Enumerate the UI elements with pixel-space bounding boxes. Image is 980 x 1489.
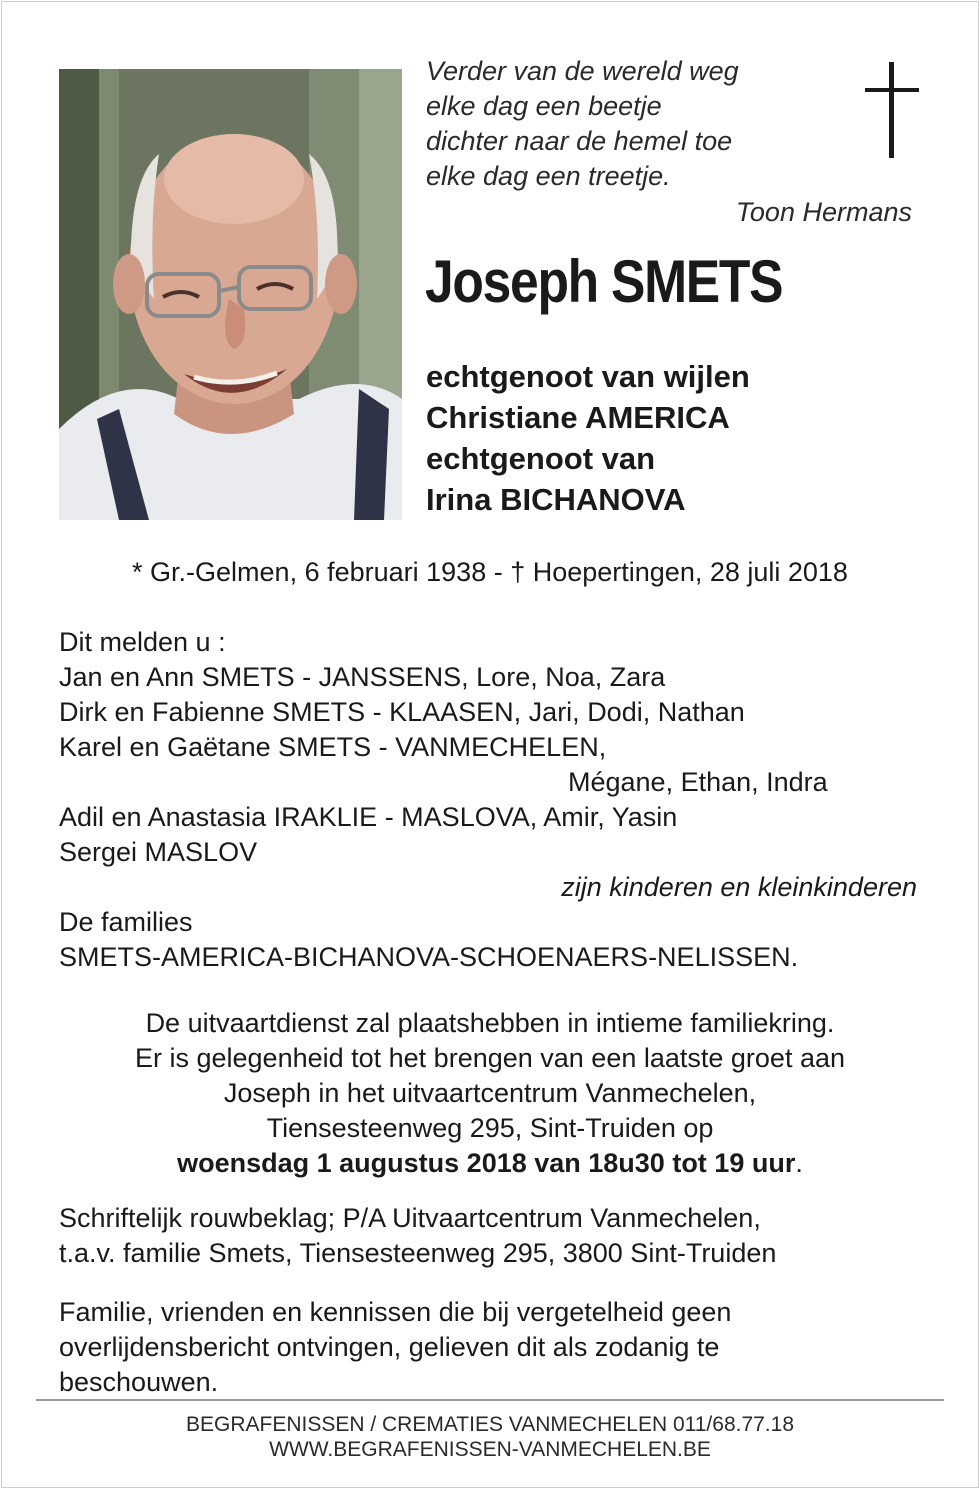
families-names: SMETS-AMERICA-BICHANOVA-SCHOENAERS-NELISSEN. xyxy=(59,942,799,972)
family-line: Jan en Ann SMETS - JANSSENS, Lore, Noa, Zara xyxy=(59,662,666,692)
portrait-illustration xyxy=(59,69,402,520)
footer-company: BEGRAFENISSEN / CREMATIES VANMECHELEN 011/68.77.18 xyxy=(185,1413,795,1436)
service-datetime-text: woensdag 1 augustus 2018 van 18u30 tot 19 uur xyxy=(177,1148,796,1178)
condolence-line: t.a.v. familie Smets, Tiensesteenweg 295, 3800 Sint-Truiden xyxy=(59,1238,777,1268)
family-line: Karel en Gaëtane SMETS - VANMECHELEN, xyxy=(59,732,607,762)
relation-line: Christiane AMERICA xyxy=(426,400,730,435)
service-datetime xyxy=(0,1146,980,1181)
relations-block xyxy=(426,356,750,520)
relation-line: echtgenoot van wijlen xyxy=(426,359,750,394)
notice-line: overlijdensbericht ontvingen, gelieven dit als zodanig te xyxy=(59,1332,720,1362)
families-label: De families xyxy=(59,907,193,937)
cross-icon xyxy=(862,62,922,158)
footer xyxy=(0,1412,980,1462)
poem-line: Verder van de wereld weg xyxy=(426,56,739,86)
announcement-block xyxy=(59,625,929,975)
poem-line: elke dag een treetje. xyxy=(426,161,671,191)
poem-line: dichter naar de hemel toe xyxy=(426,126,733,156)
memorial-poem xyxy=(426,54,826,194)
footer-website[interactable]: WWW.BEGRAFENISSEN-VANMECHELEN.BE xyxy=(269,1438,711,1461)
footer-divider xyxy=(36,1399,944,1401)
birth-death-dates: * Gr.-Gelmen, 6 februari 1938 - † Hoepertingen, 28 juli 2018 xyxy=(132,557,848,587)
service-line: De uitvaartdienst zal plaatshebben in intieme familiekring. xyxy=(145,1008,835,1038)
condolence-line: Schriftelijk rouwbeklag; P/A Uitvaartcentrum Vanmechelen, xyxy=(59,1203,761,1233)
service-line: Tiensesteenweg 295, Sint-Truiden op xyxy=(266,1113,714,1143)
service-line: Joseph in het uitvaartcentrum Vanmechelen, xyxy=(223,1078,757,1108)
family-line: Adil en Anastasia IRAKLIE - MASLOVA, Amir, Yasin xyxy=(59,802,678,832)
family-line: Sergei MASLOV xyxy=(59,837,258,867)
announcement-intro: Dit melden u : xyxy=(59,627,226,657)
relation-line: Irina BICHANOVA xyxy=(426,482,686,517)
service-info xyxy=(0,1006,980,1181)
poem-author: Toon Hermans xyxy=(735,197,912,227)
relation-line: echtgenoot van xyxy=(426,441,656,476)
deceased-name: Joseph SMETS xyxy=(425,248,783,315)
notice-line: Familie, vrienden en kennissen die bij vergetelheid geen xyxy=(59,1297,732,1327)
service-line: Er is gelegenheid tot het brengen van een laatste groet aan xyxy=(134,1043,845,1073)
poem-line: elke dag een beetje xyxy=(426,91,662,121)
notice-info xyxy=(59,1295,939,1400)
service-datetime-period: . xyxy=(795,1148,803,1178)
family-line: Mégane, Ethan, Indra xyxy=(568,767,828,797)
condolence-info xyxy=(59,1201,939,1271)
portrait-photo xyxy=(59,69,402,520)
family-line: Dirk en Fabienne SMETS - KLAASEN, Jari, Dodi, Nathan xyxy=(59,697,745,727)
children-note: zijn kinderen en kleinkinderen xyxy=(561,872,917,902)
notice-line: beschouwen. xyxy=(59,1367,219,1397)
